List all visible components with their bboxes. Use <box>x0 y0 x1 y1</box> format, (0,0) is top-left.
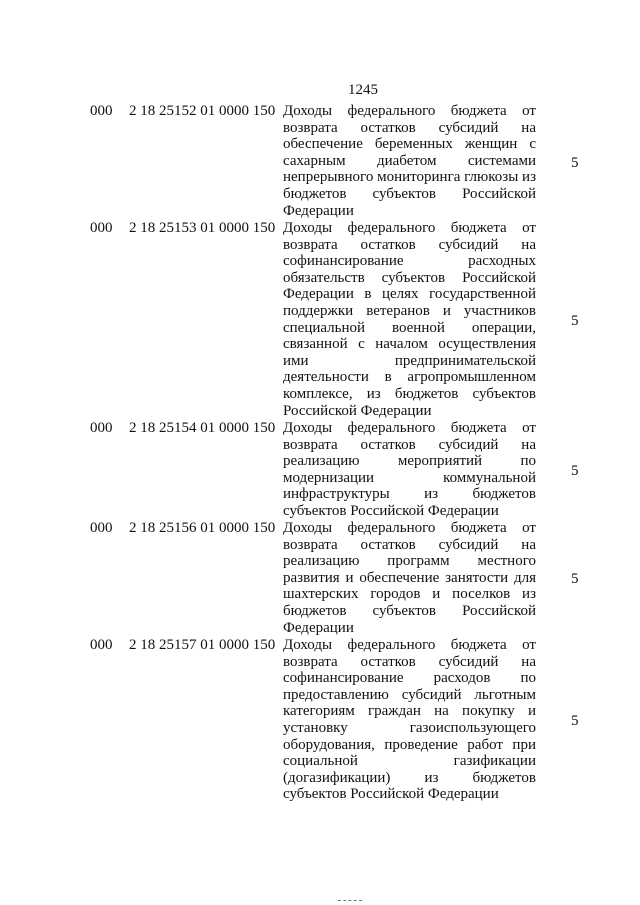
admin-code: 000 <box>90 637 113 653</box>
income-description: Доходы федерального бюджета от возврата остатков субсидий на реализацию мероприятий по модернизации коммунальной инфраструктуры из бюджетов субъектов Российской Федерации <box>283 420 536 519</box>
admin-code: 000 <box>90 420 113 436</box>
amount-value: 5 <box>571 713 579 729</box>
page-number: 1245 <box>348 82 378 98</box>
amount-value: 5 <box>571 155 579 171</box>
budget-classification-code: 2 18 25154 01 0000 150 <box>129 420 276 436</box>
income-description: Доходы федерального бюджета от возврата остатков субсидий на обеспечение беременных женщин с сахарным диабетом системами непрерывного мониторинга глюкозы из бюджетов субъектов Российской Федерации <box>283 103 536 219</box>
amount-value: 5 <box>571 313 579 329</box>
income-description: Доходы федерального бюджета от возврата остатков субсидий на софинансирование расходов по предоставлению субсидий льготным категориям граждан на покупку и установку газоиспользующего оборудования, проведение работ при социальной газификации (догазификации) из бюджетов субъектов Российской Федерации <box>283 637 536 803</box>
budget-classification-code: 2 18 25156 01 0000 150 <box>129 520 276 536</box>
amount-value: 5 <box>571 571 579 587</box>
admin-code: 000 <box>90 220 113 236</box>
budget-classification-code: 2 18 25152 01 0000 150 <box>129 103 276 119</box>
budget-classification-code: 2 18 25157 01 0000 150 <box>129 637 276 653</box>
admin-code: 000 <box>90 520 113 536</box>
scan-artifact <box>338 900 362 902</box>
admin-code: 000 <box>90 103 113 119</box>
amount-value: 5 <box>571 463 579 479</box>
income-description: Доходы федерального бюджета от возврата остатков субсидий на реализацию программ местного развития и обеспечение занятости для шахтерских городов и поселков из бюджетов субъектов Российской Федерации <box>283 520 536 636</box>
budget-classification-code: 2 18 25153 01 0000 150 <box>129 220 276 236</box>
income-description: Доходы федерального бюджета от возврата остатков субсидий на софинансирование расходных обязательств субъектов Российской Федерации в целях государственной поддержки ветеранов и участников специальной военной операции, связанной с началом осуществления ими предпринимательской деятельности в агропромышленном комплексе, из бюджетов субъектов Российской Федерации <box>283 220 536 419</box>
